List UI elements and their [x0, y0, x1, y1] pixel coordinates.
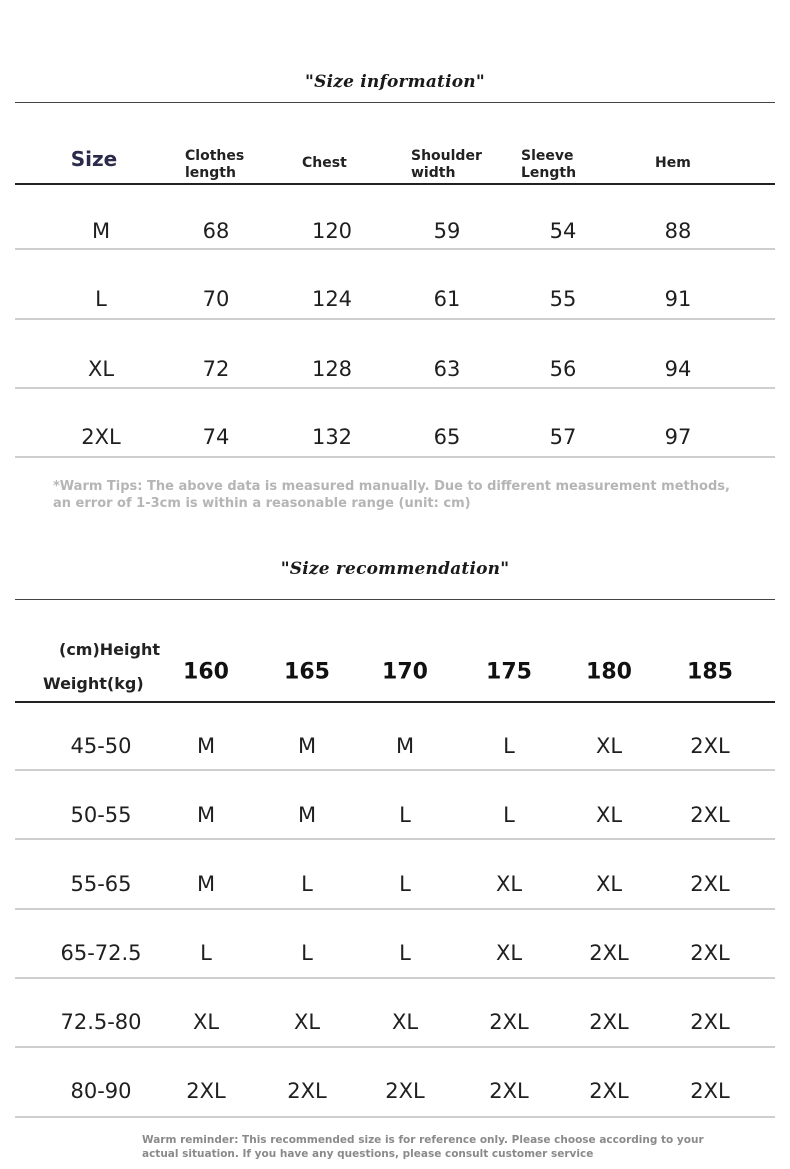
recommended-size-cell: M — [297, 734, 317, 758]
recommended-size-cell: L — [503, 734, 515, 758]
header-clothes-length-line2: length — [185, 165, 236, 181]
recommended-size-cell: L — [301, 872, 313, 896]
weight-range-cell: 55-65 — [70, 872, 132, 896]
size-info-header-rule — [15, 183, 775, 185]
recommended-size-cell: XL — [495, 872, 523, 896]
recommended-size-cell: 2XL — [186, 1079, 226, 1103]
recommended-size-cell: 2XL — [690, 941, 730, 965]
recommended-size-cell: XL — [495, 941, 523, 965]
size-info-row-divider — [15, 248, 775, 250]
size-info-cell: 55 — [549, 287, 577, 311]
header-sleeve-length — [521, 148, 576, 182]
size-rec-header-rule — [15, 701, 775, 703]
weight-label: Weight(kg) — [43, 674, 144, 693]
recommended-size-cell: L — [503, 803, 515, 827]
weight-range-cell: 45-50 — [70, 734, 132, 758]
size-info-row-divider — [15, 387, 775, 389]
size-info-cell: 132 — [311, 425, 353, 449]
size-information-title: "Size information" — [305, 72, 485, 92]
recommended-size-cell: XL — [595, 872, 623, 896]
height-header-0: 160 — [183, 659, 229, 685]
size-info-cell: 65 — [433, 425, 461, 449]
recommended-size-cell: L — [399, 803, 411, 827]
recommended-size-cell: 2XL — [489, 1010, 529, 1034]
recommended-size-cell: XL — [293, 1010, 321, 1034]
size-info-top-rule — [15, 102, 775, 103]
weight-range-cell: 80-90 — [70, 1079, 132, 1103]
height-header-2: 170 — [382, 659, 428, 685]
size-info-cell: 54 — [549, 219, 577, 243]
recommended-size-cell: 2XL — [589, 941, 629, 965]
size-rec-row-divider — [15, 908, 775, 910]
recommended-size-cell: 2XL — [690, 1079, 730, 1103]
size-info-cell: 61 — [433, 287, 461, 311]
size-info-cell: 57 — [549, 425, 577, 449]
size-info-cell: 91 — [664, 287, 692, 311]
recommended-size-cell: 2XL — [385, 1079, 425, 1103]
recommended-size-cell: XL — [391, 1010, 419, 1034]
size-info-cell: L — [95, 287, 107, 311]
size-info-cell: 72 — [202, 357, 230, 381]
recommended-size-cell: L — [301, 941, 313, 965]
size-info-cell: 97 — [664, 425, 692, 449]
weight-range-cell: 72.5-80 — [60, 1010, 142, 1034]
header-shoulder-width-line1: Shoulder — [411, 148, 482, 164]
recommended-size-cell: M — [196, 803, 216, 827]
size-info-cell: 70 — [202, 287, 230, 311]
warm-tips-line1: *Warm Tips: The above data is measured manually. Due to different measurement methods, — [53, 479, 730, 494]
recommended-size-cell: 2XL — [489, 1079, 529, 1103]
height-header-1: 165 — [284, 659, 330, 685]
recommended-size-cell: 2XL — [589, 1079, 629, 1103]
size-info-cell: M — [91, 219, 111, 243]
size-info-cell: 124 — [311, 287, 353, 311]
header-clothes-length — [185, 148, 244, 182]
size-rec-top-rule — [15, 599, 775, 600]
size-recommendation-title: "Size recommendation" — [280, 559, 510, 579]
height-header-3: 175 — [486, 659, 532, 685]
height-header-5: 185 — [687, 659, 733, 685]
size-info-cell: 56 — [549, 357, 577, 381]
size-info-cell: 68 — [202, 219, 230, 243]
header-chest: Chest — [302, 155, 347, 171]
recommended-size-cell: M — [196, 734, 216, 758]
recommended-size-cell: 2XL — [690, 803, 730, 827]
size-rec-row-divider — [15, 1116, 775, 1118]
recommended-size-cell: XL — [192, 1010, 220, 1034]
size-rec-row-divider — [15, 769, 775, 771]
recommended-size-cell: L — [399, 941, 411, 965]
warm-reminder — [142, 1133, 704, 1161]
recommended-size-cell: 2XL — [690, 872, 730, 896]
recommended-size-cell: 2XL — [287, 1079, 327, 1103]
size-info-cell: 59 — [433, 219, 461, 243]
recommended-size-cell: L — [399, 872, 411, 896]
weight-range-cell: 50-55 — [70, 803, 132, 827]
header-shoulder-width — [411, 148, 482, 182]
recommended-size-cell: 2XL — [589, 1010, 629, 1034]
size-info-cell: 128 — [311, 357, 353, 381]
size-info-cell: 74 — [202, 425, 230, 449]
height-header-4: 180 — [586, 659, 632, 685]
header-hem: Hem — [655, 155, 691, 171]
size-info-row-divider — [15, 318, 775, 320]
header-size: Size — [70, 147, 118, 171]
size-info-cell: 88 — [664, 219, 692, 243]
recommended-size-cell: XL — [595, 803, 623, 827]
size-rec-row-divider — [15, 977, 775, 979]
warm-reminder-line2: actual situation. If you have any questions, please consult customer service — [142, 1148, 594, 1160]
size-info-cell: 2XL — [81, 425, 121, 449]
recommended-size-cell: M — [395, 734, 415, 758]
height-label: (cm)Height — [59, 640, 160, 659]
header-sleeve-length-line2: Length — [521, 165, 577, 181]
recommended-size-cell: 2XL — [690, 734, 730, 758]
recommended-size-cell: M — [196, 872, 216, 896]
header-shoulder-width-line2: width — [411, 165, 456, 181]
header-clothes-length-line1: Clothes — [185, 148, 245, 164]
size-info-cell: 94 — [664, 357, 692, 381]
warm-reminder-line1: Warm reminder: This recommended size is for reference only. Please choose according to your — [142, 1134, 704, 1146]
size-info-cell: 120 — [311, 219, 353, 243]
recommended-size-cell: M — [297, 803, 317, 827]
size-info-cell: XL — [87, 357, 115, 381]
recommended-size-cell: L — [200, 941, 212, 965]
weight-range-cell: 65-72.5 — [60, 941, 142, 965]
header-sleeve-length-line1: Sleeve — [521, 148, 574, 164]
warm-tips — [53, 478, 730, 512]
warm-tips-line2: an error of 1-3cm is within a reasonable range (unit: cm) — [53, 496, 471, 511]
recommended-size-cell: 2XL — [690, 1010, 730, 1034]
recommended-size-cell: XL — [595, 734, 623, 758]
size-rec-row-divider — [15, 1046, 775, 1048]
size-info-row-divider — [15, 456, 775, 458]
size-rec-row-divider — [15, 838, 775, 840]
size-info-cell: 63 — [433, 357, 461, 381]
